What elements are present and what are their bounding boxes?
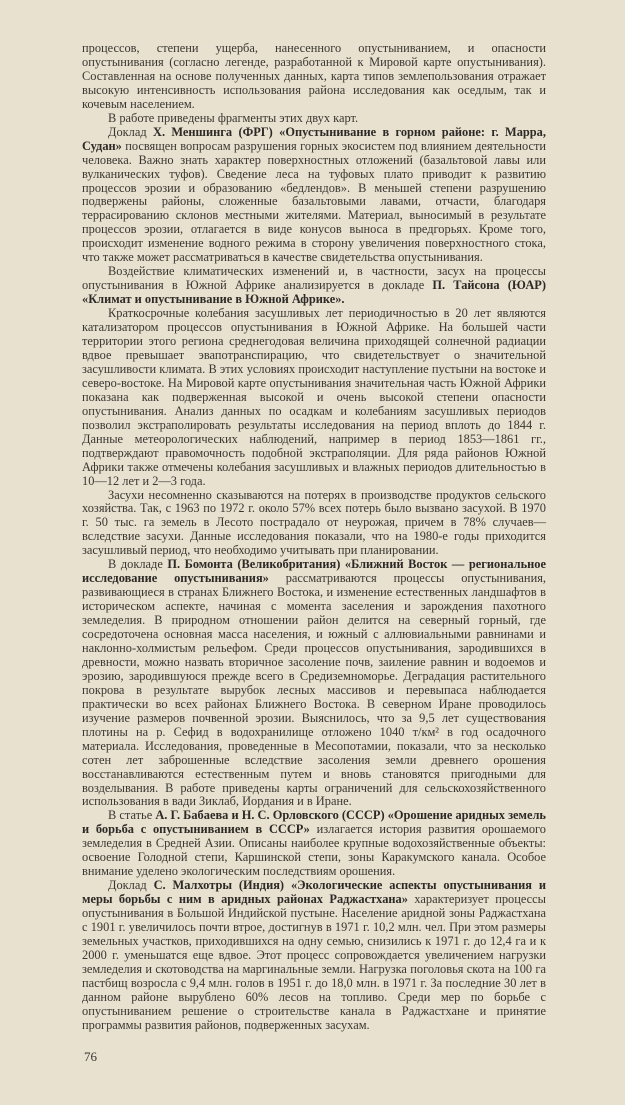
paragraph-text: рассматриваются процессы опустынивания, развивающиеся в странах Ближнего Востока, и изменение естественных ландшафтов в историческом аспекте, начиная с момента заселения и зарождения пахотного земледелия. В природном отношении район делится на северный горный, где сосредоточена основная масса населения, и южный с аллювиальными равнинами и наклонно-холмистым рельефом. Среди процессов опустынивания, зародившихся в древности, можно назвать вторичное засоление почв, заиление равнин и водоемов и эрозию, зародившуюся прежде всего в Средиземноморье. Деградация растительного покрова в результате вырубок лесных массивов и перевыпаса наблюдается практически во всех районах Ближнего Востока. В северном Иране проводилось изучение размеров почвенной эрозии. Выяснилось, что за 9,5 лет существования плотины на р. Сефид в водохранилище отложено 1040 т/км² в год осадочного материала. Исследования, проведенные в Месопотамии, показали, что за несколько сотен лет заброшенные вследствие засоления земли древнего орошения восстанавливаются естественным путем и вновь становятся пригодными для возделывания. В работе приведены карты ограничений для сельскохозяйственного использования в вади Зиклаб, Иордания и в Иране. [82, 571, 546, 809]
paragraph-text: Доклад [108, 878, 154, 893]
paragraph-beaumont [82, 558, 546, 809]
paragraph-text: В статье [108, 808, 156, 823]
report-title-bold: Х. Меншинга (ФРГ) «Опустынивание в горном районе: г. Марра, Судан» [82, 124, 546, 153]
paragraph-south-africa [82, 307, 546, 488]
paragraph-text: В докладе [108, 557, 168, 572]
paragraph-tyson-intro [82, 265, 546, 307]
paragraph-text: В работе приведены фрагменты этих двух карт. [108, 110, 359, 125]
report-title-bold: А. Г. Бабаева и Н. С. Орловского (СССР) «Орошение аридных земель и борьба с опустыниванием в СССР» [82, 808, 546, 837]
page-number: 76 [84, 1048, 97, 1064]
paragraph-text: Засухи несомненно сказываются на потерях в производстве продуктов сельского хозяйства. Так, с 1963 по 1972 г. около 57% всех потерь было вызвано засухой. В 1970 г. 50 тыс. га земель в Лесото пострадало от неурожая, причем в 78% случаев— вследствие засухи. Данные исследования показали, что на 1980-е годы приходится засушливый период, что необходимо учитывать при планировании. [82, 487, 546, 558]
page-body [82, 42, 546, 1033]
paragraph-droughts [82, 489, 546, 559]
paragraph-text: Краткосрочные колебания засушливых лет периодичностью в 20 лет являются катализатором процессов опустынивания в Южной Африке. На большей части территории этого региона среднегодовая величина приходящей солнечной радиации вдвое превышает эвапотранспирацию, что свидетельствует о значительной засушливости климата. В этих условиях происходит наступление пустыни на востоке и северо-востоке. На Мировой карте опустынивания значительная часть Южной Африки показана как подверженная высокой и очень высокой степени опасности опустынивания. Анализ данных по осадкам и колебаниям засушливых периодов позволил экстраполировать результаты исследования на период вплоть до 1844 г. Данные метеорологических наблюдений, например в период 1853—1861 гг., подтверждают правомочность подобной экстраполяции. Для ряда районов Южной Африки также отмечены колебания засушливых и влажных периодов длительностью в 10—12 лет и 2—3 года. [82, 306, 546, 488]
paragraph-map-fragments [82, 112, 546, 126]
paragraph-babaev [82, 809, 546, 879]
paragraph-mensching [82, 126, 546, 266]
report-title-bold: П. Тайсона (ЮАР) «Климат и опустынивание в Южной Африке». [82, 278, 547, 307]
paragraph-malhotra [82, 879, 546, 1032]
paragraph-map-legend [82, 42, 546, 112]
report-title-bold: С. Малхотры (Индия) «Экологические аспекты опустынивания и меры борьбы с ним в аридных районах Раджастхана» [82, 878, 546, 907]
paragraph-text: характеризует процессы опустынивания в Большой Индийской пустыне. Население аридной зоны Раджастхана с 1901 г. увеличилось почти втрое, достигнув в 1971 г. 10,2 млн. чел. При этом размеры земельных участков, приходившихся на одну семью, снизились к 1971 г. до 12,4 га и к 2000 г. уменьшатся еще вдвое. Этот процесс сопровождается увеличением нагрузки земледелия и скотоводства на маргинальные земли. Нагрузка поголовья скота на 100 га пастбищ возросла с 9,4 млн. голов в 1951 г. до 18,0 млн. в 1971 г. За последние 30 лет в данном районе вырублено 60% лесов на топливо. Среди мер по борьбе с опустыниванием решение о строительстве канала в Раджастхане и принятие программы развития районов, подверженных засухам. [82, 892, 546, 1032]
paragraph-text: посвящен вопросам разрушения горных экосистем под влиянием деятельности человека. Важно знать характер поверхностных отложений (базальтовой лавы или вулканических туфов). Сведение леса на туфовых плато приводит к развитию процессов эрозии и образованию «бедлендов». В меньшей степени разрушению подвержены районы, сложенные базальтовыми лавами, отчасти, благодаря террасированию склонов местными жителями. Материал, выносимый в результате процессов эрозии, отлагается в виде конусов выноса в предгорьях. Кроме того, происходит изменение водного режима в сторону увеличения поверхностного стока, что также может рассматриваться в качестве свидетельства опустынивания. [82, 138, 546, 265]
paragraph-text: излагается история развития орошаемого земледелия в Средней Азии. Описаны наиболее крупные водохозяйственные объекты: освоение Голодной степи, Каршинской степи, зоны Каракумского канала. Особое внимание уделено экологическим последствиям орошения. [82, 822, 546, 879]
paragraph-text: Воздействие климатических изменений и, в частности, засух на процессы опустынивания в Южной Африке анализируется в докладе [82, 264, 546, 293]
paragraph-text: процессов, степени ущерба, нанесенного опустыниванием, и опасности опустынивания (согласно легенде, разработанной к Мировой карте опустынивания). Составленная на основе полученных данных, карта типов землепользования отражает высокую интенсивность использования района исследования как оседлым, так и кочевым населением. [82, 41, 546, 111]
paragraph-text: Доклад [108, 124, 153, 139]
report-title-bold: П. Бомонта (Великобритания) «Ближний Восток — региональное исследование опустынивания» [82, 557, 546, 586]
